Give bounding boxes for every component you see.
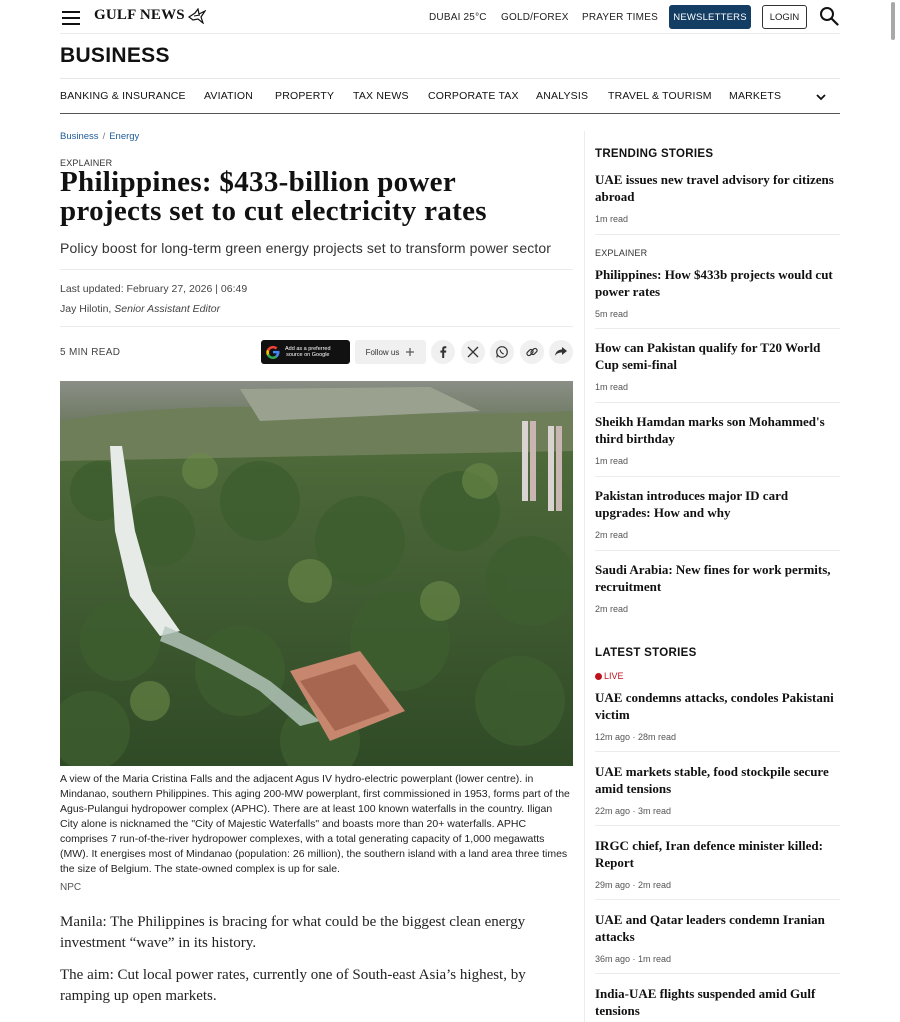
x-icon — [466, 345, 480, 359]
trending-item[interactable] — [595, 339, 840, 392]
latest-item[interactable] — [595, 837, 840, 890]
menu-icon[interactable] — [62, 11, 80, 25]
google-badge-line1: Add as a preferred — [285, 345, 331, 352]
story-title[interactable]: How can Pakistan qualify for T20 World Cup semi-final — [595, 340, 821, 372]
divider — [60, 269, 573, 270]
whatsapp-icon — [495, 345, 509, 359]
follow-us-button[interactable] — [355, 340, 426, 364]
prayer-times-link[interactable]: PRAYER TIMES — [582, 12, 658, 23]
story-title[interactable]: UAE issues new travel advisory for citizens abroad — [595, 172, 834, 204]
whatsapp-share-button[interactable] — [490, 340, 514, 364]
latest-heading: LATEST STORIES — [595, 647, 697, 659]
article-standfirst: Policy boost for long-term green energy projects set to transform power sector — [60, 240, 552, 256]
google-badge-text — [285, 346, 331, 359]
falcon-logo-icon — [188, 8, 206, 24]
share-arrow-icon — [554, 345, 568, 359]
subnav-tax-news[interactable]: TAX NEWS — [353, 90, 409, 102]
google-icon — [265, 344, 281, 360]
follow-us-label: Follow us — [365, 347, 400, 357]
last-updated: Last updated: February 27, 2026 | 06:49 — [60, 283, 248, 295]
google-preferred-source-button[interactable] — [261, 340, 350, 364]
breadcrumb-energy[interactable]: Energy — [109, 131, 140, 142]
story-title[interactable]: UAE and Qatar leaders condemn Iranian attacks — [595, 912, 825, 944]
story-title[interactable]: Pakistan introduces major ID card upgrades: How and why — [595, 488, 789, 520]
image-credit: NPC — [60, 882, 82, 893]
story-meta: 29m ago · 2m read — [595, 880, 672, 890]
section-subnav — [60, 78, 840, 114]
article-paragraph: Manila: The Philippines is bracing for what could be the biggest clean energy investment “wave” in its history. — [60, 914, 526, 951]
live-dot-icon — [595, 673, 602, 680]
author-name[interactable]: Jay Hilotin, — [60, 303, 112, 315]
sidebar-divider — [584, 131, 585, 1022]
trending-item[interactable] — [595, 487, 840, 540]
page-scrollbar[interactable] — [888, 0, 900, 1022]
story-meta: 1m read — [595, 456, 629, 466]
read-time: 5 MIN READ — [60, 347, 121, 358]
weather-link[interactable]: DUBAI 25°C — [429, 12, 487, 23]
story-title[interactable]: Philippines: How $433b projects would cut power rates — [595, 267, 833, 299]
trending-item[interactable] — [595, 248, 840, 319]
story-meta: 2m read — [595, 604, 629, 614]
story-title[interactable]: IRGC chief, Iran defence minister killed: Report — [595, 838, 823, 870]
latest-item[interactable] — [595, 911, 840, 964]
story-meta: 36m ago · 1m read — [595, 954, 672, 964]
breadcrumb-separator: / — [102, 131, 106, 142]
trending-item[interactable] — [595, 171, 840, 224]
story-title[interactable]: India-UAE flights suspended amid Gulf tensions — [595, 986, 816, 1018]
live-badge — [595, 671, 840, 681]
newsletters-button[interactable]: NEWSLETTERS — [669, 5, 751, 29]
logo-text: GULF NEWS — [94, 7, 185, 23]
divider — [595, 973, 840, 974]
subnav-analysis[interactable]: ANALYSIS — [536, 90, 589, 102]
story-tag: EXPLAINER — [595, 248, 648, 258]
story-title[interactable]: Sheikh Hamdan marks son Mohammed's third birthday — [595, 414, 825, 446]
story-meta: 2m read — [595, 530, 629, 540]
divider — [595, 550, 840, 551]
story-meta: 1m read — [595, 382, 629, 392]
trending-item[interactable] — [595, 561, 840, 614]
story-title[interactable]: UAE condemns attacks, condoles Pakistani victim — [595, 690, 834, 722]
divider — [595, 234, 840, 235]
link-icon — [525, 345, 539, 359]
story-meta: 5m read — [595, 309, 629, 319]
story-title[interactable]: UAE markets stable, food stockpile secure amid tensions — [595, 764, 829, 796]
plus-icon — [405, 347, 415, 357]
article-headline: Philippines: $433-billion power projects set to cut electricity rates — [60, 166, 487, 227]
byline — [60, 303, 220, 315]
latest-item[interactable] — [595, 763, 840, 816]
x-share-button[interactable] — [461, 340, 485, 364]
share-button[interactable] — [549, 340, 573, 364]
trending-item[interactable] — [595, 413, 840, 466]
top-header — [60, 0, 840, 34]
divider — [60, 326, 573, 327]
breadcrumb — [60, 131, 139, 142]
divider — [595, 825, 840, 826]
article-hero-image — [60, 381, 573, 766]
story-meta: 22m ago · 3m read — [595, 806, 672, 816]
facebook-icon — [436, 345, 450, 359]
gold-forex-link[interactable]: GOLD/FOREX — [501, 12, 569, 23]
divider — [595, 751, 840, 752]
divider — [595, 899, 840, 900]
latest-item[interactable] — [595, 671, 840, 742]
divider — [595, 476, 840, 477]
story-title[interactable]: Saudi Arabia: New fines for work permits, recruitment — [595, 562, 831, 594]
live-label: LIVE — [604, 671, 624, 681]
subnav-aviation[interactable]: AVIATION — [204, 90, 254, 102]
facebook-share-button[interactable] — [431, 340, 455, 364]
subnav-travel-tourism[interactable]: TRAVEL & TOURISM — [608, 90, 712, 102]
article-paragraph: The aim: Cut local power rates, currently one of South-east Asia’s highest, by ramping up open markets. — [60, 967, 526, 1004]
author-role: Senior Assistant Editor — [114, 303, 221, 315]
story-meta: 12m ago · 28m read — [595, 732, 677, 742]
story-meta: 1m read — [595, 214, 629, 224]
waterfall-landscape-illustration — [60, 381, 573, 766]
trending-heading: TRENDING STORIES — [595, 148, 714, 160]
subnav-property[interactable]: PROPERTY — [275, 90, 335, 102]
chevron-down-icon[interactable] — [815, 92, 827, 102]
copy-link-button[interactable] — [520, 340, 544, 364]
latest-item[interactable] — [595, 985, 840, 1019]
site-logo[interactable] — [94, 7, 206, 24]
subnav-banking-insurance[interactable]: BANKING & INSURANCE — [60, 90, 186, 102]
divider — [595, 402, 840, 403]
subnav-markets[interactable]: MARKETS — [729, 90, 782, 102]
scrollbar-thumb[interactable] — [891, 2, 895, 40]
breadcrumb-business[interactable]: Business — [60, 131, 99, 142]
login-button[interactable]: LOGIN — [762, 5, 807, 29]
image-caption: A view of the Maria Cristina Falls and the adjacent Agus IV hydro-electric powerplant (lower centre). in Mindanao, southern Philippines. This aging 200-MW powerplant, first commissioned in 1953, forms part of the Agus-Pulangui hydropower complex (APHC). There are at least 100 known waterfalls in the country. Iligan City alone is nicknamed the "City of Majestic Waterfalls" and boasts more than 20+ waterfalls. APHC comprises 7 run-of-the-river hydropower complexes, with a total generating capacity of 1,000 megawatts (MW). It energises most of Mindanao (population: 26 million), the southern island with a land area three times the size of Belgium. The state-owned complex is up for sale. — [60, 773, 570, 875]
google-badge-line2: source on Google — [286, 352, 330, 358]
subnav-corporate-tax[interactable]: CORPORATE TAX — [428, 90, 519, 102]
divider — [595, 328, 840, 329]
search-icon[interactable] — [819, 6, 839, 26]
section-title[interactable]: BUSINESS — [60, 44, 170, 67]
article-tag: EXPLAINER — [60, 158, 113, 168]
